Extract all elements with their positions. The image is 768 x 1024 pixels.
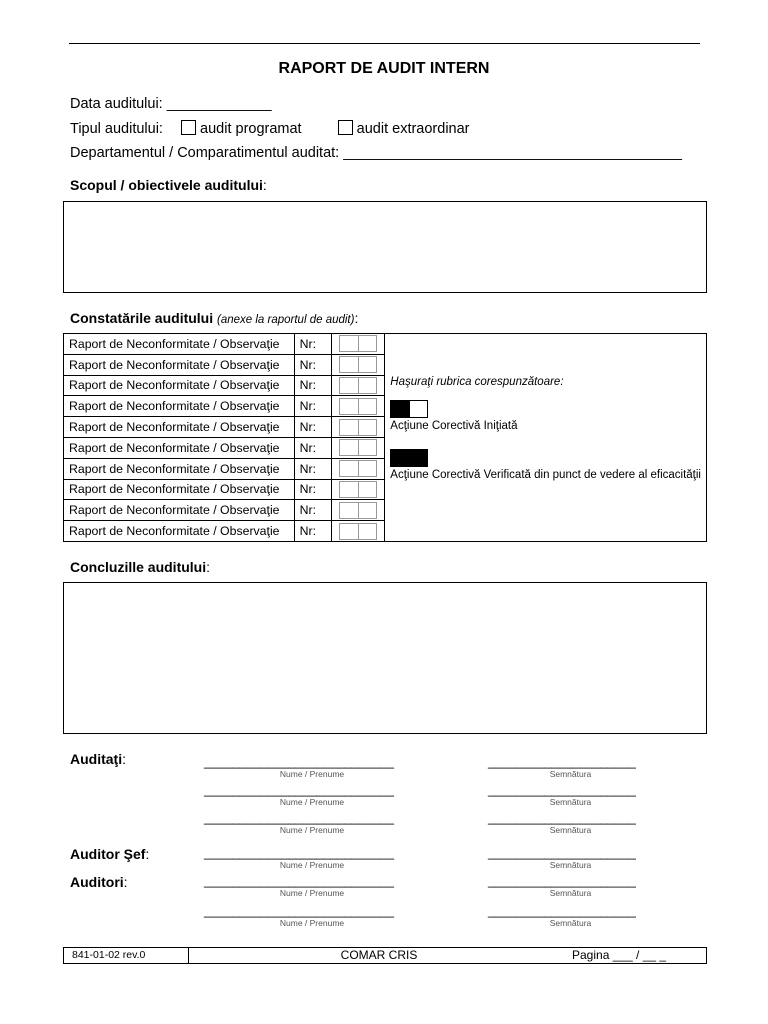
findings-heading-note: (anexe la raportul de audit)	[217, 314, 355, 326]
conclusions-heading-suffix: :	[206, 559, 211, 575]
finding-status-cell	[331, 458, 384, 479]
findings-heading-suffix: :	[354, 310, 359, 326]
finding-number-field[interactable]: Nr:	[294, 417, 331, 438]
finding-status-cell	[331, 375, 384, 396]
name-caption: Nume / Prenume	[279, 860, 345, 870]
finding-status-cell	[331, 396, 384, 417]
legend-initiated-swatch	[390, 400, 428, 418]
signature-line[interactable]: _____________________	[488, 845, 636, 860]
signature-line[interactable]: _____________________	[488, 782, 636, 797]
finding-label: Raport de Neconformitate / Observaţie	[64, 437, 295, 458]
finding-number-field[interactable]: Nr:	[294, 500, 331, 521]
auditors-label	[70, 874, 128, 890]
signature-line[interactable]: _____________________	[488, 810, 636, 825]
top-rule	[69, 43, 700, 44]
findings-table	[63, 333, 707, 542]
finding-number-field[interactable]: Nr:	[294, 354, 331, 375]
signature-line[interactable]: _____________________	[488, 903, 636, 918]
finding-label: Raport de Neconformitate / Observaţie	[64, 458, 295, 479]
finding-number-field[interactable]: Nr:	[294, 334, 331, 355]
status-legend	[385, 334, 707, 542]
signature-caption: Semnătura	[549, 825, 592, 835]
name-caption: Nume / Prenume	[279, 769, 345, 779]
finding-row	[64, 334, 707, 355]
page-number: Pagina ___ / __ _	[572, 948, 667, 962]
audited-label	[70, 751, 126, 767]
finding-status-cell	[331, 334, 384, 355]
name-caption: Nume / Prenume	[279, 825, 345, 835]
audited-label-text: Auditaţi	[70, 751, 123, 767]
audit-date-field[interactable]: Data auditului: _____________	[70, 96, 272, 112]
signature-caption: Semnătura	[549, 769, 592, 779]
finding-label: Raport de Neconformitate / Observaţie	[64, 500, 295, 521]
finding-status-cell	[331, 479, 384, 500]
finding-status-boxes[interactable]	[339, 377, 377, 394]
auditors-label-text: Auditori	[70, 874, 124, 890]
signature-line[interactable]: _____________________	[488, 754, 636, 769]
signature-caption: Semnătura	[549, 860, 592, 870]
finding-label: Raport de Neconformitate / Observaţie	[64, 375, 295, 396]
legend-verified-swatch	[390, 449, 428, 467]
findings-heading	[70, 310, 358, 326]
audit-programat-label: audit programat	[200, 121, 302, 137]
name-line[interactable]: ___________________________	[204, 903, 394, 918]
finding-label: Raport de Neconformitate / Observaţie	[64, 417, 295, 438]
finding-status-boxes[interactable]	[339, 398, 377, 415]
finding-status-boxes[interactable]	[339, 439, 377, 456]
finding-number-field[interactable]: Nr:	[294, 375, 331, 396]
lead-auditor-label-suffix: :	[145, 846, 150, 862]
conclusions-heading	[70, 559, 210, 575]
finding-label: Raport de Neconformitate / Observaţie	[64, 334, 295, 355]
scope-textarea[interactable]	[63, 201, 707, 293]
auditors-label-suffix: :	[123, 874, 128, 890]
legend-initiated-label: Acţiune Corectivă Iniţiată	[390, 420, 518, 432]
finding-status-boxes[interactable]	[339, 460, 377, 477]
finding-label: Raport de Neconformitate / Observaţie	[64, 479, 295, 500]
findings-heading-text: Constatările auditului	[70, 310, 214, 326]
scope-heading-suffix: :	[262, 177, 267, 193]
name-line[interactable]: ___________________________	[204, 873, 394, 888]
signature-caption: Semnătura	[549, 797, 592, 807]
form-code: 841-01-02 rev.0	[64, 948, 189, 963]
finding-status-cell	[331, 521, 384, 542]
audited-label-suffix: :	[122, 751, 126, 767]
name-line[interactable]: ___________________________	[204, 754, 394, 769]
audit-extraordinar-label: audit extraordinar	[356, 121, 470, 137]
finding-status-cell	[331, 354, 384, 375]
audit-type-label: Tipul auditului:	[70, 121, 163, 137]
conclusions-heading-text: Concluzille auditului	[70, 559, 207, 575]
finding-status-boxes[interactable]	[339, 481, 377, 498]
scope-heading	[70, 177, 267, 193]
lead-auditor-label	[70, 846, 149, 862]
finding-status-cell	[331, 437, 384, 458]
finding-status-boxes[interactable]	[339, 335, 377, 352]
scope-heading-text: Scopul / obiectivele auditului	[70, 177, 263, 193]
finding-status-boxes[interactable]	[339, 356, 377, 373]
page-footer	[63, 947, 707, 964]
audit-type-row	[70, 120, 470, 137]
finding-number-field[interactable]: Nr:	[294, 458, 331, 479]
finding-status-cell	[331, 500, 384, 521]
finding-number-field[interactable]: Nr:	[294, 396, 331, 417]
conclusions-textarea[interactable]	[63, 582, 707, 734]
name-line[interactable]: ___________________________	[204, 782, 394, 797]
company-name: COMAR CRIS	[340, 948, 418, 962]
lead-auditor-label-text: Auditor Şef	[70, 846, 146, 862]
finding-label: Raport de Neconformitate / Observaţie	[64, 521, 295, 542]
finding-number-field[interactable]: Nr:	[294, 479, 331, 500]
name-line[interactable]: ___________________________	[204, 810, 394, 825]
finding-status-boxes[interactable]	[339, 523, 377, 540]
name-caption: Nume / Prenume	[279, 888, 345, 898]
signature-line[interactable]: _____________________	[488, 873, 636, 888]
finding-status-boxes[interactable]	[339, 419, 377, 436]
page-title: RAPORT DE AUDIT INTERN	[278, 60, 490, 77]
legend-verified-label: Acţiune Corectivă Verificată din punct de vedere al eficacităţii	[390, 469, 701, 481]
name-caption: Nume / Prenume	[279, 918, 345, 928]
finding-number-field[interactable]: Nr:	[294, 521, 331, 542]
name-caption: Nume / Prenume	[279, 797, 345, 807]
finding-label: Raport de Neconformitate / Observaţie	[64, 396, 295, 417]
finding-status-cell	[331, 417, 384, 438]
finding-number-field[interactable]: Nr:	[294, 437, 331, 458]
audit-extraordinar-checkbox[interactable]	[338, 120, 353, 135]
finding-status-boxes[interactable]	[339, 502, 377, 519]
signature-caption: Semnătura	[549, 918, 592, 928]
signature-caption: Semnătura	[549, 888, 592, 898]
finding-label: Raport de Neconformitate / Observaţie	[64, 354, 295, 375]
department-field[interactable]: Departamentul / Comparatimentul auditat: __________________________________________	[70, 145, 682, 161]
audit-programat-checkbox[interactable]	[181, 120, 196, 135]
legend-note: Haşuraţi rubrica corespunzătoare:	[390, 376, 564, 388]
name-line[interactable]: ___________________________	[204, 845, 394, 860]
